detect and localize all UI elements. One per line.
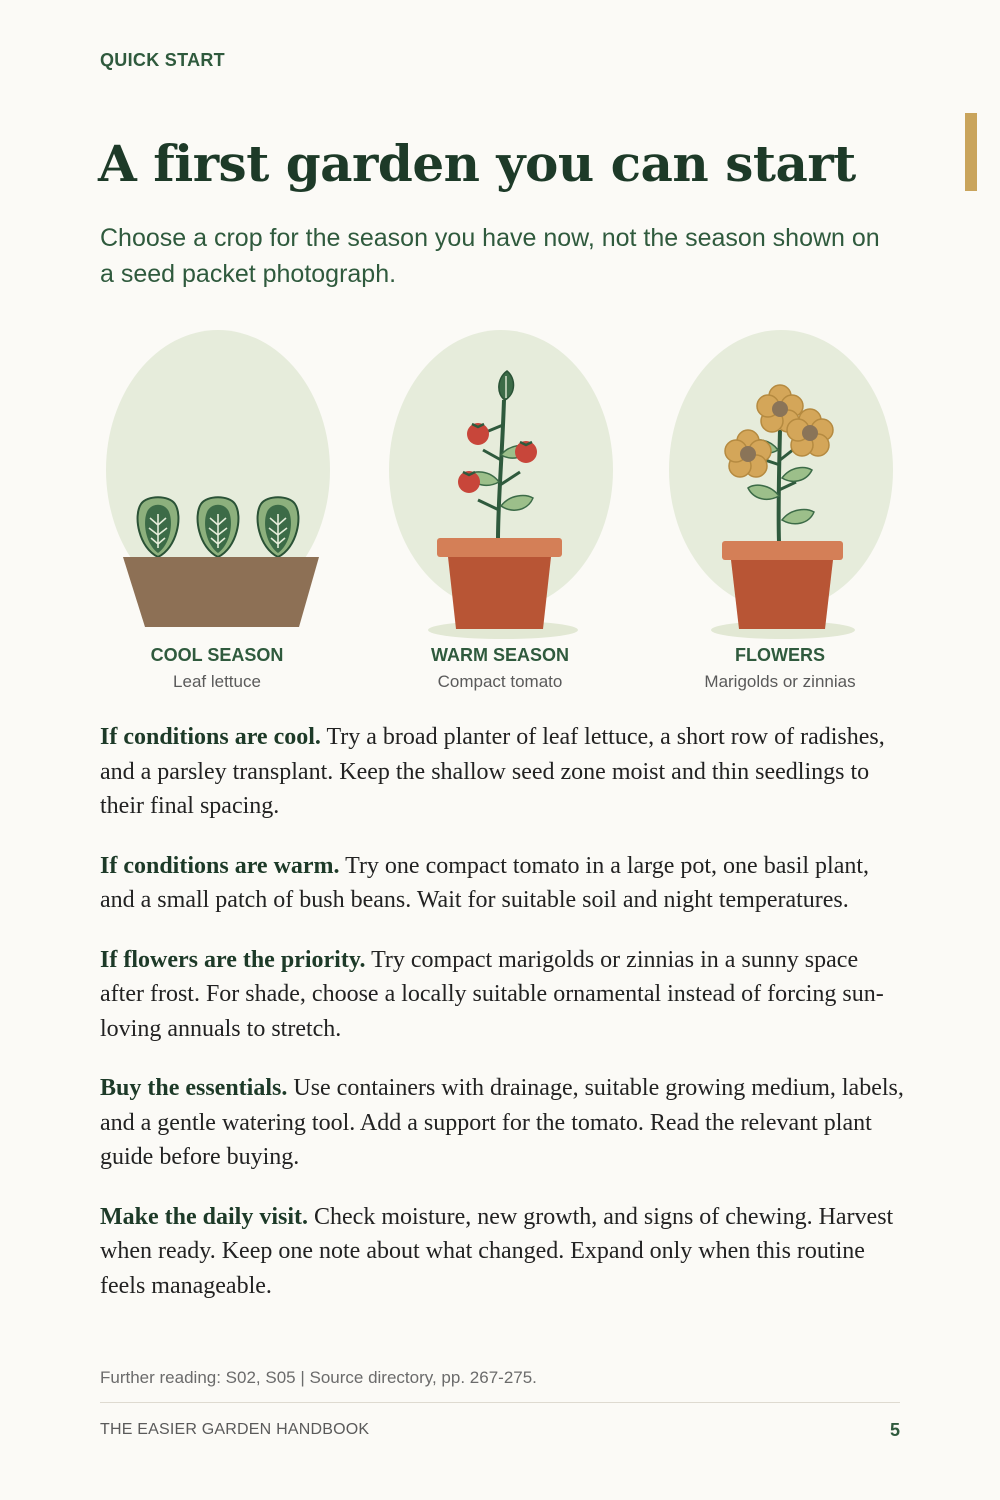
section-heading: If conditions are warm. bbox=[100, 852, 340, 879]
section-kicker: QUICK START bbox=[100, 50, 225, 70]
crop-card-flowers bbox=[650, 320, 910, 700]
section-daily-visit bbox=[100, 1200, 905, 1304]
section-text: Try a broad planter of leaf lettuce, a short row of radishes, and a parsley transplant. Keep the shallow seed zone moist and thin seedlings to their final spacing. bbox=[100, 724, 885, 819]
tomato-pot-icon bbox=[370, 320, 630, 640]
crop-subtitle: Marigolds or zinnias bbox=[704, 672, 856, 691]
footer-book-title: THE EASIER GARDEN HANDBOOK bbox=[100, 1421, 370, 1438]
further-reading: Further reading: S02, S05 | Source directory, pp. 267-275. bbox=[100, 1368, 537, 1387]
page-title: A first garden you can start bbox=[98, 134, 856, 193]
guidance-sections bbox=[100, 720, 905, 1328]
section-heading: If flowers are the priority. bbox=[100, 946, 366, 973]
crop-card-warm-season bbox=[370, 320, 630, 700]
crop-card-cool-season bbox=[87, 320, 347, 700]
accent-bar bbox=[965, 113, 977, 191]
section-heading: Buy the essentials. bbox=[100, 1075, 288, 1101]
section-flowers bbox=[100, 943, 905, 1047]
planter-box-icon bbox=[123, 557, 319, 627]
lettuce-planter-icon bbox=[87, 320, 347, 640]
section-warm bbox=[100, 849, 905, 918]
crop-title: WARM SEASON bbox=[430, 645, 569, 665]
section-text: Use containers with drainage, suitable growing medium, labels, and a gentle watering tool. Add a support for the tomato. Read the relevant plant guide before buying. bbox=[100, 1075, 904, 1170]
section-essentials bbox=[100, 1071, 905, 1175]
crop-title: FLOWERS bbox=[735, 645, 825, 665]
section-cool bbox=[100, 720, 905, 824]
page-subtitle: Choose a crop for the season you have now, not the season shown on a seed packet photograph. bbox=[100, 224, 880, 288]
section-text: Try compact marigolds or zinnias in a sunny space after frost. For shade, choose a locally suitable ornamental instead of forcing sun-loving annuals to stretch. bbox=[100, 946, 884, 1042]
page-number: 5 bbox=[889, 1420, 900, 1440]
crop-title: COOL SEASON bbox=[150, 645, 284, 665]
section-text: Try one compact tomato in a large pot, one basil plant, and a small patch of bush beans. Wait for suitable soil and night temperatures. bbox=[100, 852, 870, 913]
footer-divider bbox=[100, 1402, 900, 1403]
crop-subtitle: Compact tomato bbox=[437, 672, 563, 691]
crop-subtitle: Leaf lettuce bbox=[173, 672, 261, 691]
section-heading: Make the daily visit. bbox=[100, 1203, 308, 1230]
flower-pot-icon bbox=[650, 320, 910, 640]
section-text: Check moisture, new growth, and signs of chewing. Harvest when ready. Keep one note about what changed. Expand only when this routine feels manageable. bbox=[100, 1203, 894, 1299]
section-heading: If conditions are cool. bbox=[100, 724, 321, 750]
